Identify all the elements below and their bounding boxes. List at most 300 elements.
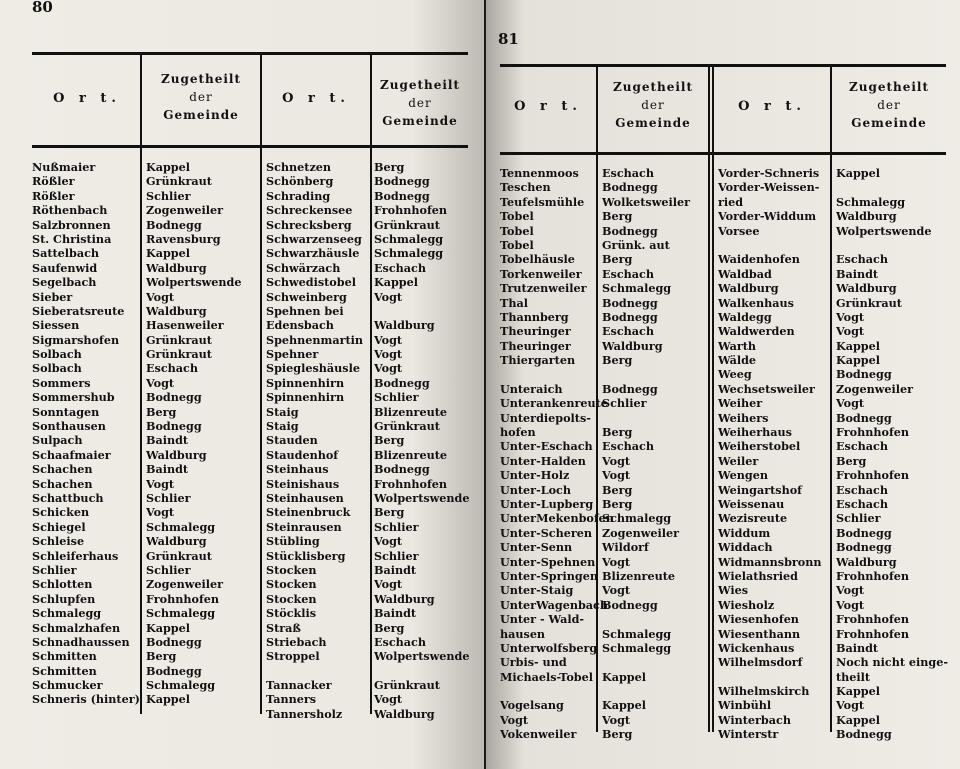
table-cell: Waldegg — [718, 309, 772, 324]
table-cell: Berg — [602, 482, 633, 497]
table-cell: Weiherhaus — [718, 425, 792, 440]
table-cell: Sattelbach — [32, 246, 100, 261]
table-cell: Weiler — [718, 453, 759, 468]
table-cell: Warth — [718, 338, 757, 353]
table-cell: Thal — [500, 295, 528, 310]
table-cell: Schmalegg — [602, 640, 672, 655]
table-cell: Weingartshof — [718, 482, 802, 497]
table-cell: Stauden — [266, 433, 318, 448]
table-cell: Schmucker — [32, 678, 103, 693]
table-cell: Vogt — [374, 534, 403, 549]
table-cell: Schmitten — [32, 663, 97, 678]
table-cell: Unterankenreute — [500, 396, 608, 411]
table-cell: Vorder-Widdum — [718, 209, 817, 224]
table-cell: Segelbach — [32, 275, 97, 290]
column-divider — [830, 66, 832, 732]
table-cell: Waldburg — [836, 281, 897, 296]
table-cell: Röthenbach — [32, 203, 108, 218]
table-cell: Torkenweiler — [500, 266, 582, 281]
table-cell: Kappel — [836, 338, 880, 353]
table-cell: Eschach — [374, 260, 426, 275]
table-cell: Unter-Lupberg — [500, 496, 594, 511]
table-cell: Baindt — [836, 266, 879, 281]
header-rule — [32, 145, 468, 148]
table-cell — [836, 238, 948, 252]
table-cell: Widdach — [718, 540, 773, 555]
table-cell: Vogt — [374, 347, 403, 362]
table-cell: Berg — [374, 505, 405, 520]
table-cell: Vogt — [836, 698, 865, 713]
table-cell: Blizenreute — [374, 447, 447, 462]
table-cell: Waldburg — [836, 554, 897, 569]
table-cell: Zogenweiler — [836, 381, 913, 396]
table-cell: Schlier — [836, 511, 881, 526]
table-cell: Baindt — [836, 640, 879, 655]
table-cell: Unter-Scheren — [500, 525, 593, 540]
header-zugetheilt: Zugetheilt der Gemeinde — [160, 72, 242, 122]
table-cell: Spinnenhirn — [266, 375, 345, 390]
table-cell: Kappel — [602, 698, 646, 713]
table-cell: Eschach — [374, 634, 426, 649]
table-cell: Thiergarten — [500, 353, 576, 368]
table-cell: Schwärzach — [266, 260, 341, 275]
table-cell: Schlier — [32, 562, 77, 577]
top-rule — [32, 52, 468, 55]
table-cell: Winterbach — [718, 712, 791, 727]
table-cell — [718, 670, 822, 684]
table-cell: Berg — [374, 433, 405, 448]
table-cell: Waldburg — [602, 338, 663, 353]
table-cell: Wickenhaus — [718, 640, 795, 655]
table-cell: Sigmarshofen — [32, 332, 120, 347]
table-cell: Vogt — [602, 453, 631, 468]
table-cell: Wilhelmskirch — [718, 684, 810, 699]
table-cell: Berg — [146, 649, 177, 664]
table-cell: Tannacker — [266, 678, 332, 693]
table-cell: Schlotten — [32, 577, 93, 592]
table-cell: Waldburg — [146, 303, 207, 318]
table-cell: Steinenbruck — [266, 505, 351, 520]
table-cell: Urbis- und — [500, 655, 567, 670]
table-cell: Vogt — [374, 332, 403, 347]
column-divider — [260, 54, 262, 714]
table-cell: Schmalegg — [374, 231, 444, 246]
column-divider — [708, 66, 710, 732]
table-cell: Schlier — [374, 548, 419, 563]
table-cell: Waldbad — [718, 266, 772, 281]
table-cell: Solbach — [32, 347, 82, 362]
table-cell — [602, 411, 690, 425]
table-cell: UnterMekenbofen — [500, 511, 614, 526]
table-cell: hofen — [500, 425, 536, 440]
table-cell: Vogt — [374, 361, 403, 376]
table-cell: Teschen — [500, 180, 551, 195]
table-cell: Kappel — [374, 275, 418, 290]
table-cell: Berg — [836, 453, 867, 468]
table-cell: Schmalegg — [602, 281, 672, 296]
table-cell: Eschach — [602, 266, 654, 281]
table-cell: Vogt — [374, 289, 403, 304]
table-cell: Berg — [374, 160, 405, 174]
table-cell: Bodnegg — [146, 663, 202, 678]
table-cell: Vogt — [836, 583, 865, 598]
table-cell: Vogt — [500, 712, 529, 727]
table-cell: Waldburg — [374, 318, 435, 333]
table-cell: Unter-Halden — [500, 453, 586, 468]
column-divider — [370, 54, 372, 714]
table-cell: Grünkraut — [146, 332, 212, 347]
table-cell: Vogt — [146, 505, 175, 520]
table-cell: Eschach — [836, 252, 888, 267]
table-cell: Schlier — [374, 519, 419, 534]
table-cell: Baindt — [374, 562, 417, 577]
table-cell: Stöcklis — [266, 606, 317, 621]
table-cell: Edensbach — [266, 318, 334, 333]
table-cell: Schlier — [146, 188, 191, 203]
gemeinde-column — [836, 166, 948, 742]
table-cell: Berg — [602, 209, 633, 224]
table-cell: Steinhausen — [266, 490, 344, 505]
table-cell: Bodnegg — [602, 295, 658, 310]
table-cell: Vogelsang — [500, 698, 564, 713]
table-cell: Frohnhofen — [374, 203, 448, 218]
table-cell: Siessen — [32, 318, 80, 333]
table-cell: Schachen — [32, 476, 93, 491]
table-cell: Wezisreute — [718, 511, 788, 526]
table-cell: Waldburg — [146, 534, 207, 549]
table-cell: Vogt — [602, 468, 631, 483]
table-cell: Grünkraut — [836, 295, 902, 310]
table-cell: Eschach — [836, 439, 888, 454]
table-cell: Bodnegg — [836, 525, 892, 540]
table-cell: Tennenmoos — [500, 166, 579, 180]
table-cell: Bodnegg — [146, 419, 202, 434]
table-cell: Bodnegg — [146, 217, 202, 232]
table-cell: Thannberg — [500, 309, 569, 324]
table-cell: Bodnegg — [836, 540, 892, 555]
table-cell: Baindt — [146, 433, 189, 448]
table-cell: Tobelhäusle — [500, 252, 575, 267]
table-cell: Eschach — [146, 361, 198, 376]
table-cell: Blizenreute — [374, 404, 447, 419]
table-cell: Sieber — [32, 289, 73, 304]
header-ort: O r t. — [738, 99, 806, 114]
table-cell: Schiegel — [32, 519, 86, 534]
header-zugetheilt: Zugetheilt der Gemeinde — [848, 80, 930, 130]
table-cell — [602, 367, 690, 381]
table-cell: Frohnhofen — [836, 425, 910, 440]
table-cell: Berg — [374, 620, 405, 635]
table-cell: Schmalegg — [374, 246, 444, 261]
table-cell: Weiher — [718, 396, 763, 411]
table-cell: Steinhaus — [266, 462, 329, 477]
table-cell: Saufenwid — [32, 260, 98, 275]
table-cell: Bodnegg — [374, 188, 430, 203]
table-cell: Wiesenthann — [718, 626, 801, 641]
table-cell — [602, 612, 690, 626]
table-cell: Schwarzenseeg — [266, 231, 362, 246]
table-cell: Wolpertswende — [146, 275, 242, 290]
table-cell: Berg — [602, 496, 633, 511]
table-cell: Bodnegg — [836, 367, 892, 382]
table-cell: Waldburg — [374, 706, 435, 721]
table-cell: Vogt — [602, 554, 631, 569]
table-cell: Wolketsweiler — [602, 194, 690, 209]
table-cell: Unterwolfsberg — [500, 640, 598, 655]
table-cell: Schneris (hinter) — [32, 692, 140, 707]
table-cell: Schmalegg — [602, 626, 672, 641]
table-cell: Bodnegg — [602, 597, 658, 612]
table-cell: Grünkraut — [146, 548, 212, 563]
table-cell: Schicken — [32, 505, 90, 520]
table-cell: Bodnegg — [374, 375, 430, 390]
table-cell: Ravensburg — [146, 231, 221, 246]
table-cell: Waidenhofen — [718, 252, 800, 267]
gemeinde-column — [602, 166, 690, 742]
table-cell: Wielathsried — [718, 568, 798, 583]
table-cell: Vogt — [374, 577, 403, 592]
place-column — [266, 160, 363, 721]
table-cell: Unter - Wald- — [500, 612, 585, 627]
table-cell: Vogt — [602, 583, 631, 598]
table-cell — [718, 238, 822, 252]
table-cell: Frohnhofen — [374, 476, 448, 491]
table-cell: Schleise — [32, 534, 85, 549]
table-cell: Bodnegg — [374, 462, 430, 477]
table-cell: Staig — [266, 404, 299, 419]
table-cell: Schmalegg — [146, 606, 216, 621]
header-ort: O r t. — [53, 91, 121, 106]
table-cell: Staudenhof — [266, 447, 339, 462]
table-cell: Schattbuch — [32, 490, 104, 505]
table-cell: Grünkraut — [374, 678, 440, 693]
table-cell: Schmalzhafen — [32, 620, 121, 635]
table-cell: Vorsee — [718, 223, 760, 238]
table-cell: Bodnegg — [146, 390, 202, 405]
table-cell: Kappel — [602, 669, 646, 684]
table-cell: Berg — [602, 252, 633, 267]
table-cell: Weihers — [718, 410, 769, 425]
table-cell: Schmalegg — [32, 606, 102, 621]
header-rule — [500, 152, 946, 155]
gemeinde-column — [374, 160, 470, 721]
table-cell: Salzbronnen — [32, 217, 111, 232]
table-cell: Sommershub — [32, 390, 115, 405]
table-cell: Vogt — [836, 309, 865, 324]
table-cell — [374, 304, 470, 318]
table-cell: Schönberg — [266, 174, 334, 189]
right-page — [486, 0, 960, 769]
table-cell: Waldburg — [836, 209, 897, 224]
table-cell: Vogt — [602, 712, 631, 727]
table-cell: Vorder-Schneris — [718, 166, 820, 180]
table-cell: Steinishaus — [266, 476, 340, 491]
table-cell: ried — [718, 194, 744, 209]
table-cell: Tannersholz — [266, 706, 343, 721]
table-cell: Straß — [266, 620, 301, 635]
table-cell: Nußmaier — [32, 160, 96, 174]
table-cell: Wilhelmsdorf — [718, 655, 803, 670]
table-cell: Tobel — [500, 209, 534, 224]
table-cell: Theuringer — [500, 338, 571, 353]
table-cell: Schlier — [374, 390, 419, 405]
table-cell: Schmitten — [32, 649, 97, 664]
table-cell: Schlier — [146, 562, 191, 577]
table-cell: Michaels-Tobel — [500, 669, 593, 684]
table-cell: Unter-Loch — [500, 482, 571, 497]
table-cell: Kappel — [146, 620, 190, 635]
column-divider — [712, 66, 714, 732]
table-cell: Eschach — [602, 324, 654, 339]
table-cell: Bodnegg — [602, 180, 658, 195]
table-cell: Frohnhofen — [146, 591, 220, 606]
table-cell: Schachen — [32, 462, 93, 477]
table-cell: Baindt — [374, 606, 417, 621]
table-cell: Sonthausen — [32, 419, 106, 434]
place-column — [500, 166, 614, 742]
table-cell: Tobel — [500, 223, 534, 238]
table-cell: Schwedistobel — [266, 275, 356, 290]
table-cell: Wolpertswende — [374, 490, 470, 505]
table-cell: Eschach — [602, 439, 654, 454]
table-cell: Striebach — [266, 634, 327, 649]
table-cell: Waldburg — [374, 591, 435, 606]
table-cell: Schweinberg — [266, 289, 347, 304]
table-cell — [836, 180, 948, 194]
table-cell: Vogt — [836, 324, 865, 339]
table-cell: Waldburg — [146, 447, 207, 462]
table-cell: Unter-Staig — [500, 583, 574, 598]
table-cell: Vokenweiler — [500, 727, 577, 742]
table-cell: Staig — [266, 419, 299, 434]
table-cell: Rößler — [32, 188, 75, 203]
table-cell: Unteraich — [500, 381, 563, 396]
table-cell: Unter-Springen — [500, 568, 598, 583]
table-cell: Trutzenweiler — [500, 281, 587, 296]
table-cell: Wälde — [718, 353, 757, 368]
table-cell: Schreckensee — [266, 203, 353, 218]
table-cell: Schmalegg — [836, 194, 906, 209]
column-divider — [140, 54, 142, 714]
table-cell: Solbach — [32, 361, 82, 376]
table-cell: Weeg — [718, 367, 752, 382]
table-cell: Waldwerden — [718, 324, 795, 339]
table-cell: Eschach — [602, 166, 654, 180]
table-cell: Unter-Spehnen — [500, 554, 596, 569]
table-cell — [266, 664, 363, 678]
table-cell: St. Christina — [32, 231, 112, 246]
table-cell: Kappel — [836, 166, 880, 180]
table-cell: Vogt — [374, 692, 403, 707]
table-cell: Grünkraut — [374, 217, 440, 232]
table-cell: Schmalegg — [146, 678, 216, 693]
table-cell: Unter-Eschach — [500, 439, 593, 454]
table-cell: Spehnen bei — [266, 303, 344, 318]
table-cell: Frohnhofen — [836, 568, 910, 583]
table-cell: Kappel — [146, 246, 190, 261]
table-cell: Theuringer — [500, 324, 571, 339]
table-cell: Bodnegg — [836, 410, 892, 425]
place-column — [718, 166, 822, 742]
table-cell: Schnetzen — [266, 160, 332, 174]
table-cell: Bodnegg — [374, 174, 430, 189]
table-cell: Widdum — [718, 525, 771, 540]
table-cell: Steinrausen — [266, 519, 342, 534]
table-cell: Widmannsbronn — [718, 554, 822, 569]
table-cell: Walkenhaus — [718, 295, 794, 310]
table-cell: Grünk. aut — [602, 237, 670, 252]
table-cell: Vogt — [146, 476, 175, 491]
table-cell: Schleiferhaus — [32, 548, 119, 563]
table-cell: Blizenreute — [602, 568, 675, 583]
header-zugetheilt: Zugetheilt der Gemeinde — [379, 78, 461, 128]
table-cell: Schlier — [146, 490, 191, 505]
table-cell: Bodnegg — [836, 727, 892, 742]
page-number: 81 — [498, 30, 519, 48]
table-cell: Schwarzhäusle — [266, 246, 360, 261]
table-cell — [500, 684, 614, 698]
table-cell: Berg — [146, 404, 177, 419]
table-cell: Berg — [602, 425, 633, 440]
table-cell — [500, 367, 614, 381]
table-cell: UnterWagenbach — [500, 597, 609, 612]
table-cell: Berg — [602, 727, 633, 742]
header-zugetheilt: Zugetheilt der Gemeinde — [612, 80, 694, 130]
table-cell: Kappel — [836, 353, 880, 368]
table-cell — [602, 684, 690, 698]
table-cell: Berg — [602, 353, 633, 368]
table-cell: Stocken — [266, 591, 317, 606]
table-cell: Unter-Holz — [500, 468, 570, 483]
table-cell: Zogenweiler — [146, 577, 223, 592]
table-cell: Noch nicht einge- — [836, 655, 949, 670]
table-cell: Schrecksberg — [266, 217, 352, 232]
table-cell: Bodnegg — [602, 309, 658, 324]
table-cell: Sonntagen — [32, 404, 100, 419]
table-cell: Grünkraut — [146, 347, 212, 362]
gemeinde-column — [146, 160, 242, 707]
table-cell: Grünkraut — [374, 419, 440, 434]
table-cell: Vogt — [836, 597, 865, 612]
table-cell: Wolpertswende — [836, 223, 932, 238]
table-cell: Baindt — [146, 462, 189, 477]
table-cell: Wies — [718, 583, 749, 598]
table-cell: Eschach — [836, 482, 888, 497]
table-cell: Spiegleshäusle — [266, 361, 360, 376]
table-cell: Stübling — [266, 534, 320, 549]
table-cell: Winterstr — [718, 727, 779, 742]
table-cell: Zogenweiler — [146, 203, 223, 218]
table-cell: Waldburg — [146, 260, 207, 275]
table-cell: Stroppel — [266, 649, 320, 664]
table-cell: Hasenweiler — [146, 318, 224, 333]
table-cell: Spehner — [266, 347, 319, 362]
table-cell: Spehnenmartin — [266, 332, 364, 347]
table-cell: Wengen — [718, 468, 768, 483]
table-cell: Vogt — [146, 289, 175, 304]
table-cell: Vogt — [146, 375, 175, 390]
table-cell: Schrading — [266, 188, 331, 203]
table-cell — [374, 664, 470, 678]
table-cell: Sieberatsreute — [32, 303, 125, 318]
table-cell: Rößler — [32, 174, 75, 189]
table-cell: Schlier — [602, 396, 647, 411]
table-cell: Stocken — [266, 562, 317, 577]
table-cell: Unter-Senn — [500, 540, 573, 555]
table-cell: Frohnhofen — [836, 468, 910, 483]
place-column — [32, 160, 140, 707]
table-cell: Vogt — [836, 396, 865, 411]
